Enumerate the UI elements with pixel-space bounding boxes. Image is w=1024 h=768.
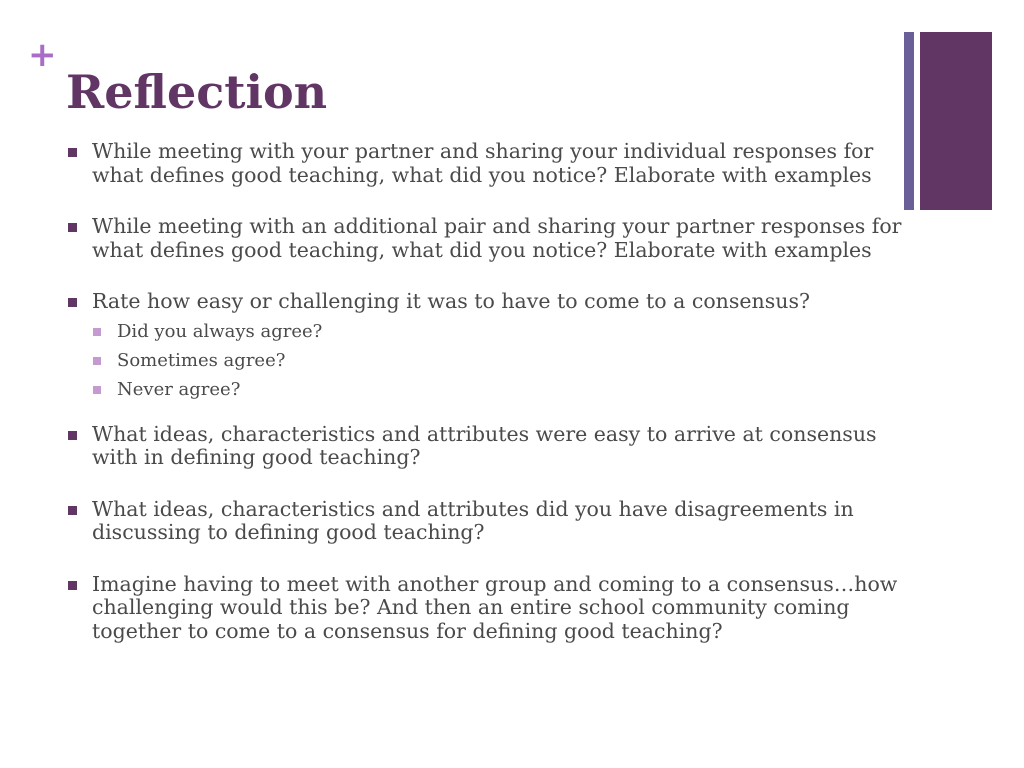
bullet-item (66, 573, 926, 644)
square-bullet-icon (68, 148, 77, 157)
bullet-item (66, 498, 926, 545)
square-sub-bullet-icon (93, 386, 101, 394)
bullet-item (66, 290, 926, 314)
bullet-text: Rate how easy or challenging it was to have to come to a consensus? (92, 289, 810, 313)
bullet-text: What ideas, characteristics and attributes did you have disagreements in discussing to defining good teaching? (92, 496, 854, 544)
square-sub-bullet-icon (93, 328, 101, 336)
square-bullet-icon (68, 223, 77, 232)
slide-title: Reflection (66, 65, 328, 119)
bullet-text: While meeting with an additional pair and sharing your partner responses for what defines good teaching, what did you notice? Elaborate with examples (92, 214, 902, 262)
square-bullet-icon (68, 298, 77, 307)
sub-bullet-item (91, 379, 926, 401)
bullet-text: While meeting with your partner and sharing your individual responses for what defines good teaching, what did you notice? Elaborate with examples (92, 139, 874, 187)
sub-bullet-item (91, 350, 926, 372)
bullet-item (66, 215, 926, 262)
bullet-item (66, 423, 926, 470)
bullet-item (66, 140, 926, 187)
square-bullet-icon (68, 581, 77, 590)
sub-bullet-text: Never agree? (117, 378, 241, 400)
bullet-list (66, 140, 926, 643)
decorative-bar-thick (920, 32, 992, 210)
plus-icon: + (28, 35, 57, 75)
square-bullet-icon (68, 431, 77, 440)
sub-bullet-item (91, 321, 926, 343)
square-bullet-icon (68, 506, 77, 515)
sub-bullet-text: Did you always agree? (117, 320, 323, 342)
bullet-text: What ideas, characteristics and attributes were easy to arrive at consensus with in defining good teaching? (92, 421, 877, 469)
square-sub-bullet-icon (93, 357, 101, 365)
bullet-text: Imagine having to meet with another group and coming to a consensus…how challenging would this be? And then an entire school community coming together to come to a consensus for defining good teaching? (92, 571, 898, 643)
sub-bullet-text: Sometimes agree? (117, 349, 286, 371)
